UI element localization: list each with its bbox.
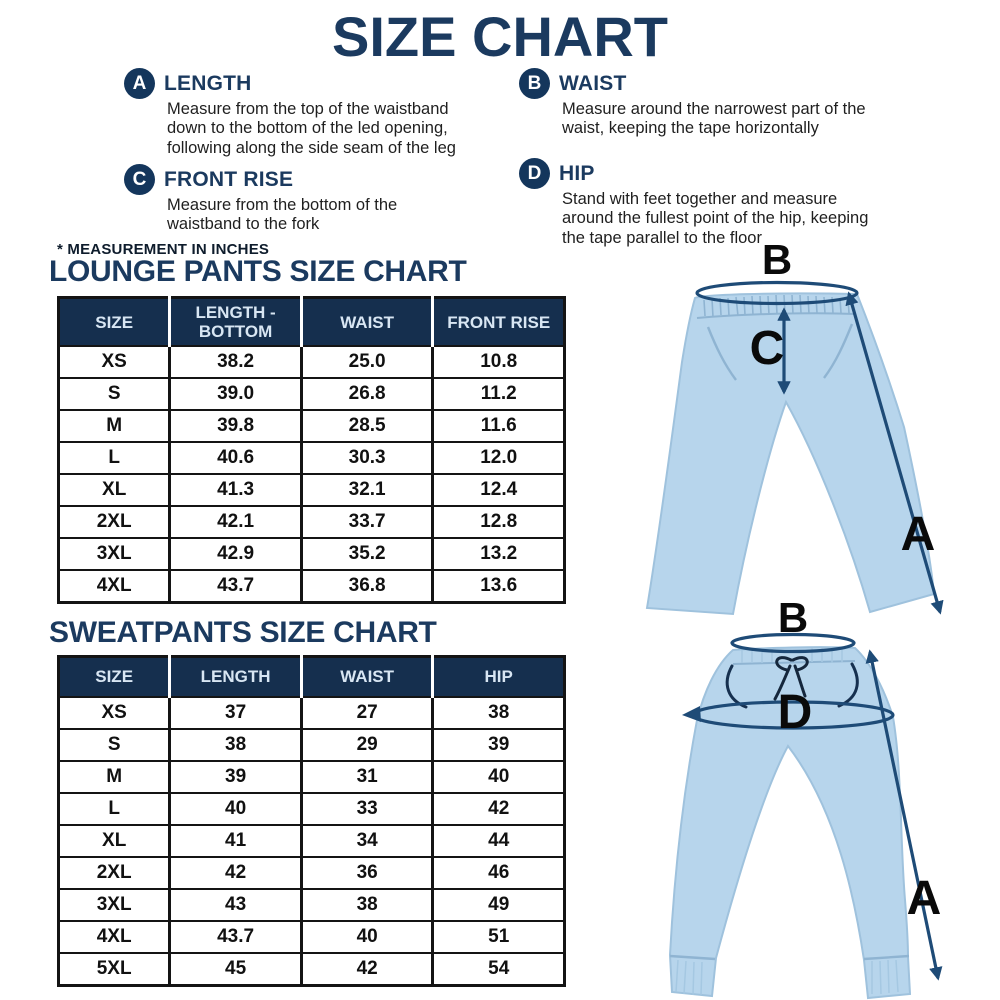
legend-item-length [124,68,454,158]
legend-desc-hip: Stand with feet together and measure around the fullest point of the hip, keeping the tape parallel to the floor [562,190,869,247]
table-row [59,761,565,793]
lounge-pants-table [57,296,566,604]
table-row [59,825,565,857]
table-cell: 33 [301,793,433,825]
lounge-pants-illustration [612,242,972,622]
sweatpants-table [57,655,566,987]
table-cell: 41 [170,825,302,857]
table-row [59,953,565,986]
table-cell: S [59,378,170,410]
legend-badge-d: D [519,158,550,189]
legend-desc-waist: Measure around the narrowest part of the waist, keeping the tape horizontally [562,100,866,138]
table-row [59,857,565,889]
table-cell: 42 [433,793,565,825]
lounge-table-title: LOUNGE PANTS SIZE CHART [49,255,467,288]
table-cell: 44 [433,825,565,857]
column-header: LENGTH [170,657,302,698]
table-cell: XS [59,346,170,378]
table-cell: 40 [301,921,433,953]
hip-label: D [777,686,813,739]
table-row [59,346,565,378]
table-cell: 33.7 [301,506,433,538]
table-cell: 2XL [59,506,170,538]
table-cell: M [59,410,170,442]
lounge-pants-body [647,293,934,614]
legend-item-waist [519,68,864,139]
table-cell: XS [59,697,170,729]
table-cell: L [59,442,170,474]
table-cell: 38 [170,729,302,761]
table-cell: XL [59,825,170,857]
legend-term-waist: WAIST [559,71,627,95]
table-cell: 41.3 [170,474,302,506]
table-cell: 51 [433,921,565,953]
table-row [59,889,565,921]
table-row [59,729,565,761]
table-cell: 34 [301,825,433,857]
table-cell: 4XL [59,570,170,603]
legend-desc-front-rise: Measure from the bottom of the waistband to the fork [167,196,398,234]
table-cell: 26.8 [301,378,433,410]
table-cell: 4XL [59,921,170,953]
legend-item-hip [519,158,869,248]
table-cell: 42.9 [170,538,302,570]
table-cell: 32.1 [301,474,433,506]
table-cell: 42.1 [170,506,302,538]
table-cell: 39.0 [170,378,302,410]
column-header: WAIST [301,657,433,698]
table-row [59,474,565,506]
table-cell: 3XL [59,538,170,570]
table-cell: 11.6 [433,410,565,442]
table-cell: 31 [301,761,433,793]
table-cell: 40 [170,793,302,825]
table-row [59,697,565,729]
column-header: WAIST [301,298,433,347]
sweatpants-header-row [59,657,565,698]
table-cell: 35.2 [301,538,433,570]
table-cell: 45 [170,953,302,986]
legend-term-length: LENGTH [164,71,252,95]
front-rise-label: C [749,322,785,375]
table-cell: 49 [433,889,565,921]
table-cell: 43.7 [170,570,302,603]
table-cell: 13.2 [433,538,565,570]
table-cell: 43.7 [170,921,302,953]
table-cell: 12.0 [433,442,565,474]
table-row [59,921,565,953]
table-cell: 12.8 [433,506,565,538]
table-cell: 10.8 [433,346,565,378]
legend-term-hip: HIP [559,161,595,185]
sweatpants-table-title: SWEATPANTS SIZE CHART [49,616,437,649]
table-cell: L [59,793,170,825]
table-row [59,538,565,570]
table-cell: 2XL [59,857,170,889]
sweatpants-illustration [612,600,972,1000]
waist-label: B [761,242,793,283]
table-cell: 36.8 [301,570,433,603]
measurement-unit-note: * MEASUREMENT IN INCHES [57,241,270,258]
table-cell: 37 [170,697,302,729]
lounge-header-row [59,298,565,347]
table-cell: S [59,729,170,761]
column-header: SIZE [59,298,170,347]
legend-term-front-rise: FRONT RISE [164,167,294,191]
length-label: A [900,508,936,561]
table-cell: 42 [301,953,433,986]
waist-label: B [777,600,809,641]
table-row [59,378,565,410]
column-header: FRONT RISE [433,298,565,347]
column-header: HIP [433,657,565,698]
table-cell: 3XL [59,889,170,921]
table-row [59,442,565,474]
table-cell: 46 [433,857,565,889]
table-cell: 42 [170,857,302,889]
table-cell: 25.0 [301,346,433,378]
table-cell: XL [59,474,170,506]
table-row [59,793,565,825]
hip-ellipse-arrowhead [682,706,701,722]
table-cell: 36 [301,857,433,889]
page-title: SIZE CHART [332,5,668,68]
table-cell: 11.2 [433,378,565,410]
table-cell: 29 [301,729,433,761]
legend-item-front-rise [124,164,398,235]
column-header: LENGTH - BOTTOM [170,298,302,347]
column-header: SIZE [59,657,170,698]
table-cell: 5XL [59,953,170,986]
table-cell: 38 [433,697,565,729]
table-row [59,570,565,603]
table-cell: 12.4 [433,474,565,506]
table-row [59,506,565,538]
table-row [59,410,565,442]
legend-badge-c: C [124,164,155,195]
legend-badge-a: A [124,68,155,99]
table-cell: 43 [170,889,302,921]
table-cell: 38 [301,889,433,921]
legend-badge-b: B [519,68,550,99]
table-cell: 27 [301,697,433,729]
length-label: A [906,872,942,925]
table-cell: 40.6 [170,442,302,474]
table-cell: 54 [433,953,565,986]
table-cell: 40 [433,761,565,793]
table-cell: 30.3 [301,442,433,474]
table-cell: 39.8 [170,410,302,442]
table-cell: 38.2 [170,346,302,378]
table-cell: 13.6 [433,570,565,603]
legend-desc-length: Measure from the top of the waistband down to the bottom of the led opening, following along the side seam of the leg [167,100,456,157]
table-cell: M [59,761,170,793]
table-cell: 39 [433,729,565,761]
table-cell: 28.5 [301,410,433,442]
table-cell: 39 [170,761,302,793]
